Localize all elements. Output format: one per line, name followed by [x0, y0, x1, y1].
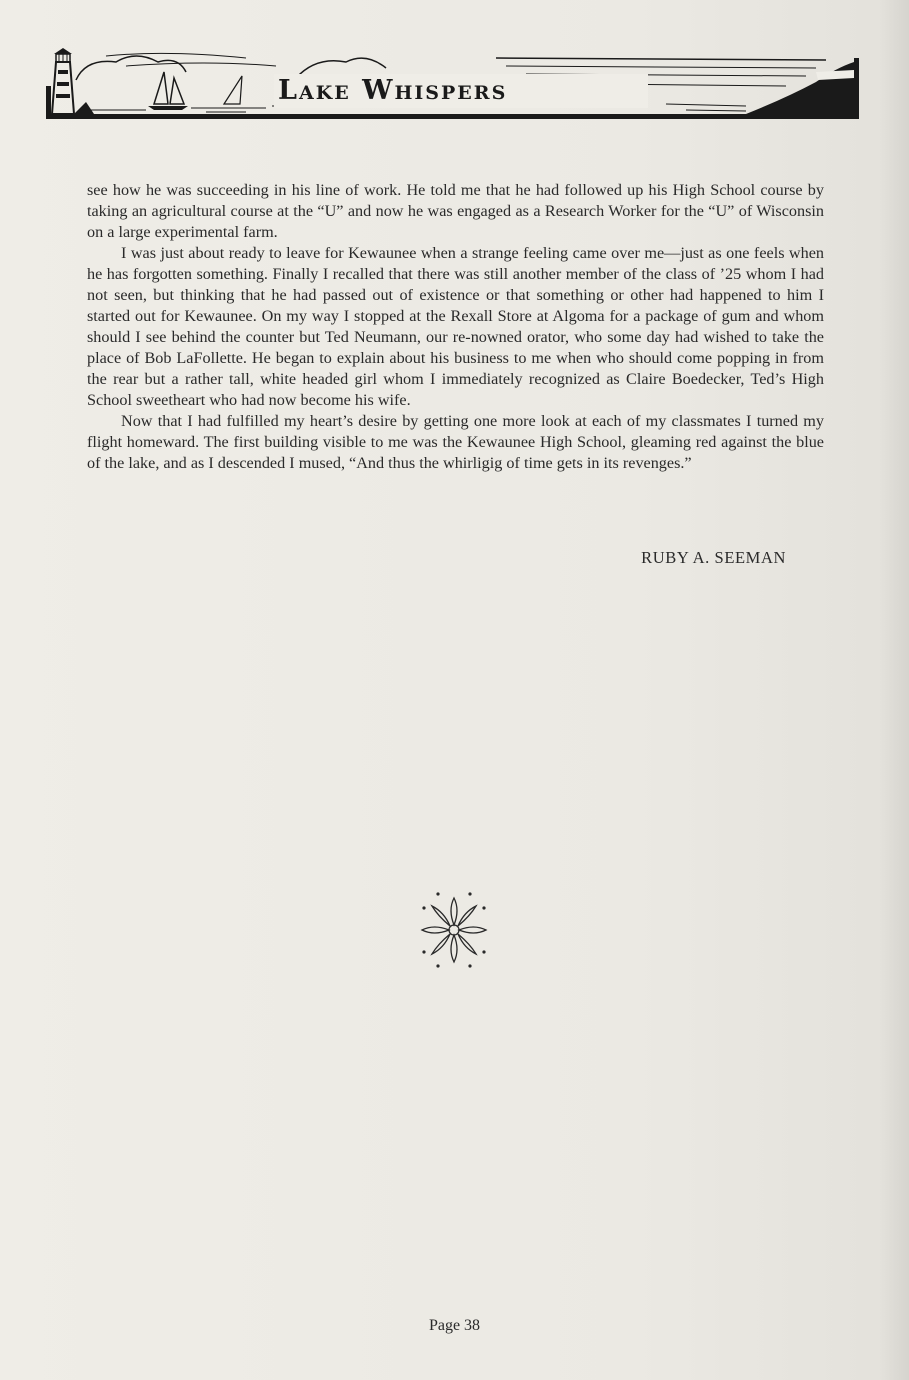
paragraph: Now that I had fulfilled my heart’s desire by getting one more look at each of my classmates I turned my flight homeward. The first building visible to me was the Kewaunee High School, gleaming red against the blue of the lake, and as I descended I mused, “And thus the whirligig of time gets in its revenges.”	[87, 412, 824, 472]
publication-title: Lake Whispers	[274, 74, 648, 108]
author-signature: RUBY A. SEEMAN	[641, 548, 786, 567]
article-body	[87, 180, 824, 474]
page-number: Page 38	[428, 1317, 481, 1334]
paragraph-continued: see how he was succeeding in his line of work. He told me that he had followed up his High School course by taking an agricultural course at the “U” and now he was engaged as a Research Worker for the “U” of Wisconsin on a large experimental farm.	[87, 181, 824, 241]
page-header	[46, 48, 859, 122]
sunburst-ornament-icon	[412, 888, 496, 972]
page-edge-shadow	[879, 0, 909, 1380]
paragraph: I was just about ready to leave for Kewaunee when a strange feeling came over me—just as one feels when he has forgotten something. Finally I recalled that there was still another member of the class of ’25 whom I had not seen, but thinking that he had passed out of existence or that something or other had happened to him I started out for Kewaunee. On my way I stopped at the Rexall Store at Algoma for a package of gum and whom should I see behind the counter but Ted Neumann, our re-nowned orator, who some day had wished to take the place of Bob LaFollette. He began to explain about his business to me when who should come popping in from the rear but a rather tall, white headed girl whom I immediately recognized as Claire Boedecker, Ted’s High School sweetheart who had now become his wife.	[87, 244, 824, 409]
